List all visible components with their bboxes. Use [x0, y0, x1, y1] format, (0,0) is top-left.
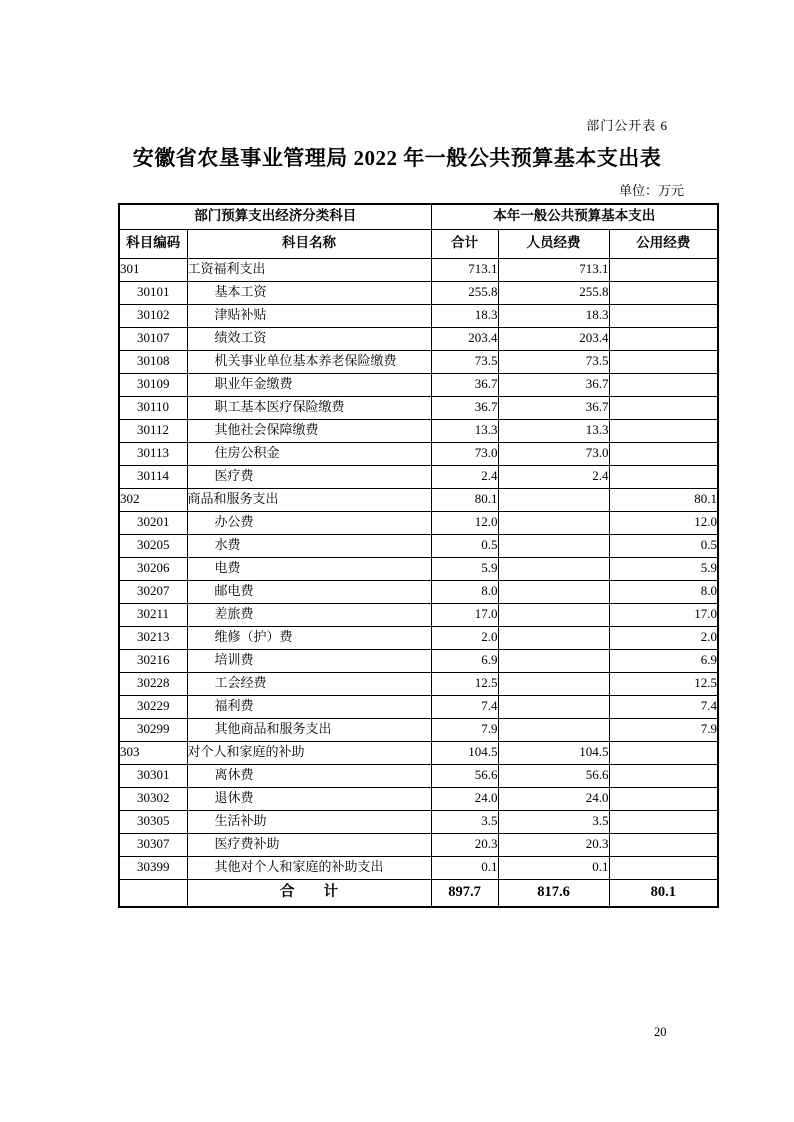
unit-label: 单位：万元 [618, 183, 684, 198]
subject-code-cell: 302 [119, 488, 187, 511]
subject-name-cell: 工资福利支出 [187, 258, 431, 281]
subject-name-cell: 福利费 [187, 695, 431, 718]
personnel-value-cell: 713.1 [498, 258, 609, 281]
total-value-cell: 36.7 [431, 396, 498, 419]
col-header-personnel-funds: 人员经费 [498, 229, 609, 258]
personnel-value-cell [498, 580, 609, 603]
subject-name-cell: 维修（护）费 [187, 626, 431, 649]
personnel-value-cell: 0.1 [498, 856, 609, 879]
public-value-cell: 0.5 [609, 534, 718, 557]
doc-label: 部门公开表 6 [586, 118, 668, 133]
public-value-cell: 12.0 [609, 511, 718, 534]
table-row [119, 258, 718, 281]
table-row [119, 718, 718, 741]
table-row [119, 695, 718, 718]
subject-name-cell: 邮电费 [187, 580, 431, 603]
public-value-cell [609, 810, 718, 833]
table-row [119, 810, 718, 833]
subject-name-cell: 医疗费 [187, 465, 431, 488]
personnel-value-cell: 203.4 [498, 327, 609, 350]
subject-code-cell: 30213 [119, 626, 187, 649]
page-title: 安徽省农垦事业管理局 2022 年一般公共预算基本支出表 [132, 146, 662, 170]
header-columns-row [119, 229, 718, 258]
table-row [119, 580, 718, 603]
header-group-row [119, 204, 718, 229]
subject-name-cell: 商品和服务支出 [187, 488, 431, 511]
table-row [119, 465, 718, 488]
public-value-cell [609, 304, 718, 327]
subject-name-cell: 职工基本医疗保险缴费 [187, 396, 431, 419]
total-row-total-value: 897.7 [431, 879, 498, 907]
table-row [119, 856, 718, 879]
total-value-cell: 73.0 [431, 442, 498, 465]
total-row-empty-code-cell [119, 879, 187, 907]
subject-code-cell: 30102 [119, 304, 187, 327]
total-value-cell: 12.0 [431, 511, 498, 534]
total-row-personnel-value: 817.6 [498, 879, 609, 907]
table-footer [119, 879, 718, 907]
subject-name-cell: 住房公积金 [187, 442, 431, 465]
personnel-value-cell [498, 672, 609, 695]
subject-code-cell: 30110 [119, 396, 187, 419]
public-value-cell: 6.9 [609, 649, 718, 672]
subject-name-cell: 其他商品和服务支出 [187, 718, 431, 741]
subject-code-cell: 30114 [119, 465, 187, 488]
subject-name-cell: 绩效工资 [187, 327, 431, 350]
subject-name-cell: 离休费 [187, 764, 431, 787]
personnel-value-cell [498, 649, 609, 672]
total-row-label: 合 计 [187, 879, 431, 907]
table-row [119, 649, 718, 672]
total-value-cell: 2.4 [431, 465, 498, 488]
public-value-cell: 8.0 [609, 580, 718, 603]
subject-name-cell: 办公费 [187, 511, 431, 534]
subject-name-cell: 培训费 [187, 649, 431, 672]
subject-code-cell: 30301 [119, 764, 187, 787]
subject-name-cell: 基本工资 [187, 281, 431, 304]
table-row [119, 672, 718, 695]
public-value-cell [609, 281, 718, 304]
subject-name-cell: 其他对个人和家庭的补助支出 [187, 856, 431, 879]
subject-name-cell: 工会经费 [187, 672, 431, 695]
total-value-cell: 13.3 [431, 419, 498, 442]
subject-code-cell: 30229 [119, 695, 187, 718]
table-row [119, 350, 718, 373]
public-value-cell [609, 442, 718, 465]
personnel-value-cell: 56.6 [498, 764, 609, 787]
col-header-total: 合计 [431, 229, 498, 258]
public-value-cell [609, 856, 718, 879]
personnel-value-cell [498, 488, 609, 511]
personnel-value-cell: 36.7 [498, 373, 609, 396]
subject-code-cell: 30112 [119, 419, 187, 442]
personnel-value-cell: 36.7 [498, 396, 609, 419]
public-value-cell: 2.0 [609, 626, 718, 649]
subject-code-cell: 301 [119, 258, 187, 281]
subject-name-cell: 对个人和家庭的补助 [187, 741, 431, 764]
subject-name-cell: 水费 [187, 534, 431, 557]
total-value-cell: 36.7 [431, 373, 498, 396]
page-number: 20 [654, 1025, 667, 1039]
col-header-subject-code: 科目编码 [119, 229, 187, 258]
subject-code-cell: 30302 [119, 787, 187, 810]
subject-code-cell: 30228 [119, 672, 187, 695]
subject-name-cell: 其他社会保障缴费 [187, 419, 431, 442]
subject-code-cell: 30216 [119, 649, 187, 672]
personnel-value-cell [498, 534, 609, 557]
subject-code-cell: 30299 [119, 718, 187, 741]
public-value-cell [609, 396, 718, 419]
table-row [119, 373, 718, 396]
subject-code-cell: 30108 [119, 350, 187, 373]
total-value-cell: 18.3 [431, 304, 498, 327]
subject-name-cell: 电费 [187, 557, 431, 580]
total-value-cell: 713.1 [431, 258, 498, 281]
col-header-public-funds: 公用经费 [609, 229, 718, 258]
personnel-value-cell: 2.4 [498, 465, 609, 488]
header-budget-expenditure: 本年一般公共预算基本支出 [431, 204, 718, 229]
total-row-public-value: 80.1 [609, 879, 718, 907]
public-value-cell: 5.9 [609, 557, 718, 580]
subject-name-cell: 退休费 [187, 787, 431, 810]
subject-code-cell: 30107 [119, 327, 187, 350]
public-value-cell [609, 327, 718, 350]
subject-name-cell: 津贴补贴 [187, 304, 431, 327]
table-row [119, 741, 718, 764]
subject-name-cell: 差旅费 [187, 603, 431, 626]
total-value-cell: 5.9 [431, 557, 498, 580]
table-row [119, 419, 718, 442]
personnel-value-cell: 73.0 [498, 442, 609, 465]
subject-code-cell: 30211 [119, 603, 187, 626]
personnel-value-cell: 255.8 [498, 281, 609, 304]
table-row [119, 833, 718, 856]
subject-code-cell: 30206 [119, 557, 187, 580]
public-value-cell: 17.0 [609, 603, 718, 626]
total-value-cell: 104.5 [431, 741, 498, 764]
public-value-cell: 7.9 [609, 718, 718, 741]
public-value-cell [609, 741, 718, 764]
public-value-cell [609, 350, 718, 373]
personnel-value-cell [498, 626, 609, 649]
total-value-cell: 0.5 [431, 534, 498, 557]
table-row [119, 511, 718, 534]
table-body [119, 258, 718, 879]
subject-code-cell: 30305 [119, 810, 187, 833]
personnel-value-cell: 3.5 [498, 810, 609, 833]
public-value-cell: 7.4 [609, 695, 718, 718]
total-value-cell: 73.5 [431, 350, 498, 373]
subject-code-cell: 30113 [119, 442, 187, 465]
table-row [119, 281, 718, 304]
subject-code-cell: 303 [119, 741, 187, 764]
table-row [119, 327, 718, 350]
subject-name-cell: 生活补助 [187, 810, 431, 833]
total-value-cell: 0.1 [431, 856, 498, 879]
public-value-cell [609, 419, 718, 442]
total-value-cell: 255.8 [431, 281, 498, 304]
total-value-cell: 7.4 [431, 695, 498, 718]
subject-code-cell: 30101 [119, 281, 187, 304]
personnel-value-cell: 13.3 [498, 419, 609, 442]
subject-code-cell: 30201 [119, 511, 187, 534]
public-value-cell: 80.1 [609, 488, 718, 511]
total-value-cell: 12.5 [431, 672, 498, 695]
public-value-cell [609, 833, 718, 856]
table-row [119, 488, 718, 511]
total-value-cell: 3.5 [431, 810, 498, 833]
public-value-cell [609, 787, 718, 810]
subject-code-cell: 30307 [119, 833, 187, 856]
personnel-value-cell [498, 695, 609, 718]
subject-name-cell: 机关事业单位基本养老保险缴费 [187, 350, 431, 373]
public-value-cell [609, 373, 718, 396]
table-row [119, 442, 718, 465]
table-row [119, 626, 718, 649]
personnel-value-cell: 20.3 [498, 833, 609, 856]
table-row [119, 396, 718, 419]
public-value-cell: 12.5 [609, 672, 718, 695]
table-header [119, 204, 718, 258]
personnel-value-cell [498, 718, 609, 741]
total-row [119, 879, 718, 907]
table-row [119, 557, 718, 580]
subject-code-cell: 30205 [119, 534, 187, 557]
table-row [119, 603, 718, 626]
total-value-cell: 2.0 [431, 626, 498, 649]
personnel-value-cell: 24.0 [498, 787, 609, 810]
subject-code-cell: 30109 [119, 373, 187, 396]
public-value-cell [609, 764, 718, 787]
table-row [119, 764, 718, 787]
personnel-value-cell [498, 511, 609, 534]
total-value-cell: 17.0 [431, 603, 498, 626]
total-value-cell: 80.1 [431, 488, 498, 511]
total-value-cell: 56.6 [431, 764, 498, 787]
subject-code-cell: 30399 [119, 856, 187, 879]
table-row [119, 534, 718, 557]
personnel-value-cell: 104.5 [498, 741, 609, 764]
total-value-cell: 7.9 [431, 718, 498, 741]
public-value-cell [609, 465, 718, 488]
col-header-subject-name: 科目名称 [187, 229, 431, 258]
total-value-cell: 203.4 [431, 327, 498, 350]
public-value-cell [609, 258, 718, 281]
header-subject-classification: 部门预算支出经济分类科目 [119, 204, 431, 229]
total-value-cell: 24.0 [431, 787, 498, 810]
subject-name-cell: 医疗费补助 [187, 833, 431, 856]
table-row [119, 787, 718, 810]
personnel-value-cell: 73.5 [498, 350, 609, 373]
table-row [119, 304, 718, 327]
total-value-cell: 8.0 [431, 580, 498, 603]
personnel-value-cell: 18.3 [498, 304, 609, 327]
personnel-value-cell [498, 557, 609, 580]
total-value-cell: 6.9 [431, 649, 498, 672]
subject-code-cell: 30207 [119, 580, 187, 603]
subject-name-cell: 职业年金缴费 [187, 373, 431, 396]
personnel-value-cell [498, 603, 609, 626]
total-value-cell: 20.3 [431, 833, 498, 856]
budget-table [118, 203, 719, 908]
